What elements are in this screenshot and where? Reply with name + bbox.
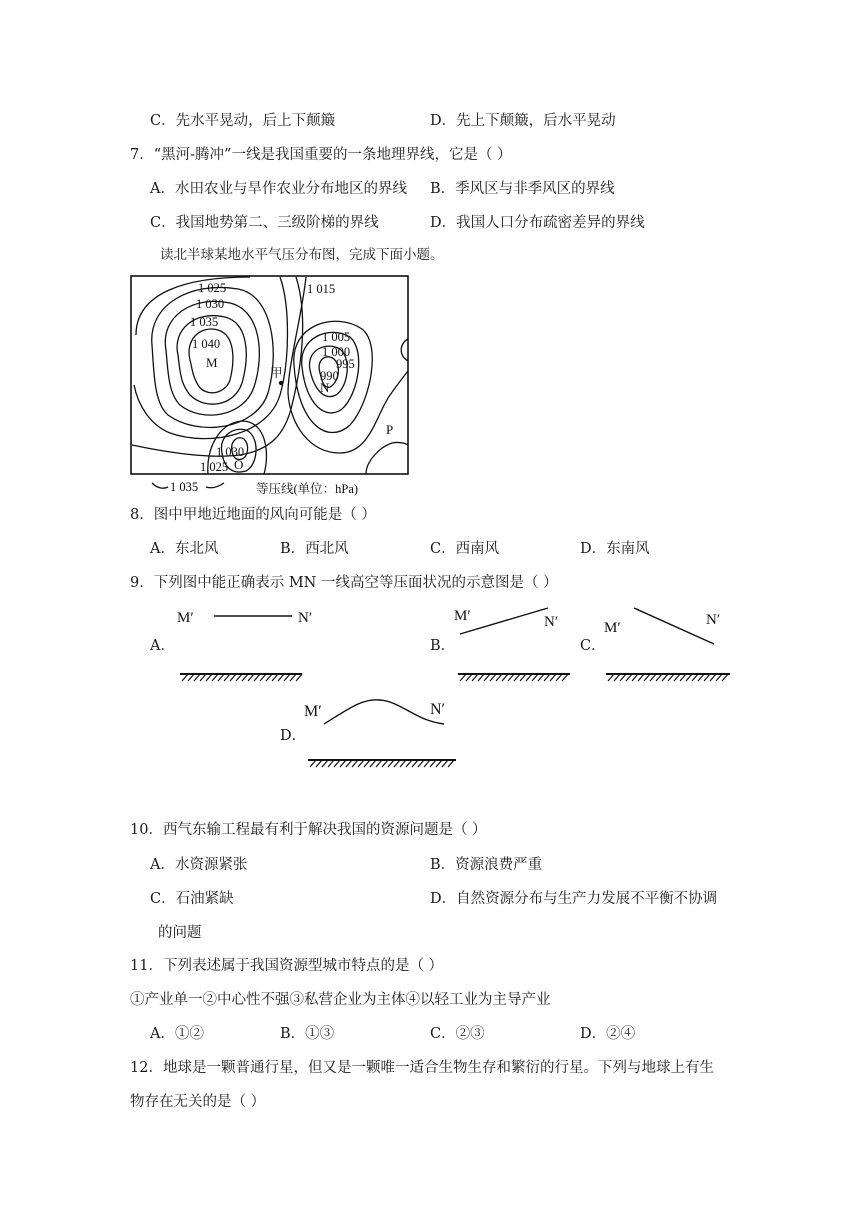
label-1025-top: 1 025 (198, 281, 227, 295)
q7-option-a: A．水田农业与旱作农业分布地区的界线 (150, 181, 407, 197)
map-legend (152, 480, 358, 496)
ground-hatch-a (182, 674, 302, 681)
label-n: N (320, 380, 330, 395)
q8-option-c: C．西南风 (430, 541, 500, 557)
label-n-prime-a: N′ (298, 610, 313, 626)
q10-stem: 10．西气东输工程最有利于解决我国的资源问题是（ ） (130, 822, 487, 838)
q8-option-b: B．西北风 (280, 541, 349, 557)
legend-caption: 等压线(单位：hPa) (256, 482, 359, 496)
label-m-prime-d: M′ (304, 703, 322, 720)
q8-option-a: A．东北风 (150, 541, 219, 557)
q7-option-d: D．我国人口分布疏密差异的界线 (430, 215, 645, 231)
q11-option-c: C．②③ (430, 1026, 485, 1042)
label-n-prime-b: N′ (544, 614, 559, 630)
q7-option-c: C．我国地势第二、三级阶梯的界线 (150, 215, 379, 231)
label-1035: 1 035 (190, 315, 219, 329)
label-995: 995 (336, 357, 355, 371)
q12-stem: 12．地球是一颗普通行星，但又是一颗唯一适合生物生存和繁衍的行星。下列与地球上有生 (130, 1060, 714, 1076)
label-m: M (206, 355, 218, 370)
label-m-prime-c: M′ (604, 620, 621, 636)
label-m-prime-b: M′ (454, 608, 471, 624)
q6-option-c: C．先水平晃动，后上下颠簸 (150, 113, 336, 129)
isobaric-surface-d (324, 700, 444, 724)
label-1005: 1 005 (322, 330, 351, 344)
jia-point (279, 381, 283, 385)
q8-option-d: D．东南风 (580, 541, 650, 557)
q7-option-b: B．季风区与非季风区的界线 (430, 181, 615, 197)
label-1025-bottom: 1 025 (200, 460, 229, 474)
q10-option-a: A．水资源紧张 (150, 857, 248, 873)
q10-option-c: C．石油紧缺 (150, 891, 234, 907)
label-1030-bottom: 1 030 (216, 445, 245, 459)
q7-stem: 7．“黑河-腾冲”一线是我国重要的一条地理界线，它是（ ） (130, 147, 512, 163)
q9-diagram-c (602, 598, 734, 688)
isobaric-surface-c (634, 608, 714, 644)
ground-hatch-b (460, 674, 568, 681)
label-1015: 1 015 (307, 282, 336, 296)
q11-stem: 11．下列表述属于我国资源型城市特点的是（ ） (130, 958, 444, 974)
label-m-prime-a: M′ (177, 610, 194, 626)
q9-option-b-label: B． (430, 638, 456, 654)
label-990: 990 (320, 369, 339, 383)
q11-statements: ①产业单一②中心性不强③私营企业为主体④以轻工业为主导产业 (130, 992, 551, 1008)
q11-option-b: B．①③ (280, 1026, 335, 1042)
isobar-map (130, 275, 410, 497)
label-1040: 1 040 (192, 337, 221, 351)
q9-option-c-label: C． (580, 638, 606, 654)
q9-diagram-d (302, 690, 462, 780)
map-intro: 读北半球某地水平气压分布图，完成下面小题。 (160, 247, 444, 263)
ground-hatch-c (608, 674, 728, 681)
q9-diagram-b (452, 598, 582, 688)
q10-option-d: D．自然资源分布与生产力发展不平衡不协调 (430, 891, 718, 907)
q8-stem: 8．图中甲地近地面的风向可能是（ ） (130, 507, 376, 523)
ground-hatch-d (310, 760, 454, 767)
label-o: O (234, 457, 244, 472)
q9-stem: 9．下列图中能正确表示 MN 一线高空等压面状况的示意图是（ ） (130, 575, 558, 591)
q11-option-a: A．①② (150, 1026, 204, 1042)
label-p: P (386, 422, 394, 437)
q10-option-b: B．资源浪费严重 (430, 857, 543, 873)
label-n-prime-d: N′ (430, 701, 446, 718)
label-n-prime-c: N′ (706, 612, 721, 628)
q11-option-d: D．②④ (580, 1026, 636, 1042)
q9-diagram-a (172, 598, 322, 688)
q6-option-d: D．先上下颠簸，后水平晃动 (430, 113, 616, 129)
q12-stem-continued: 物存在无关的是（ ） (130, 1094, 266, 1110)
q10-option-d-continued: 的问题 (158, 925, 202, 941)
q9-option-d-label: D． (280, 728, 307, 744)
label-1000: 1 000 (322, 345, 351, 359)
label-1030-top: 1 030 (196, 297, 225, 311)
isobaric-surface-b (460, 608, 548, 634)
legend-value: 1 035 (170, 480, 199, 494)
label-jia: 甲 (270, 366, 283, 380)
q9-option-a-label: A． (150, 638, 175, 654)
